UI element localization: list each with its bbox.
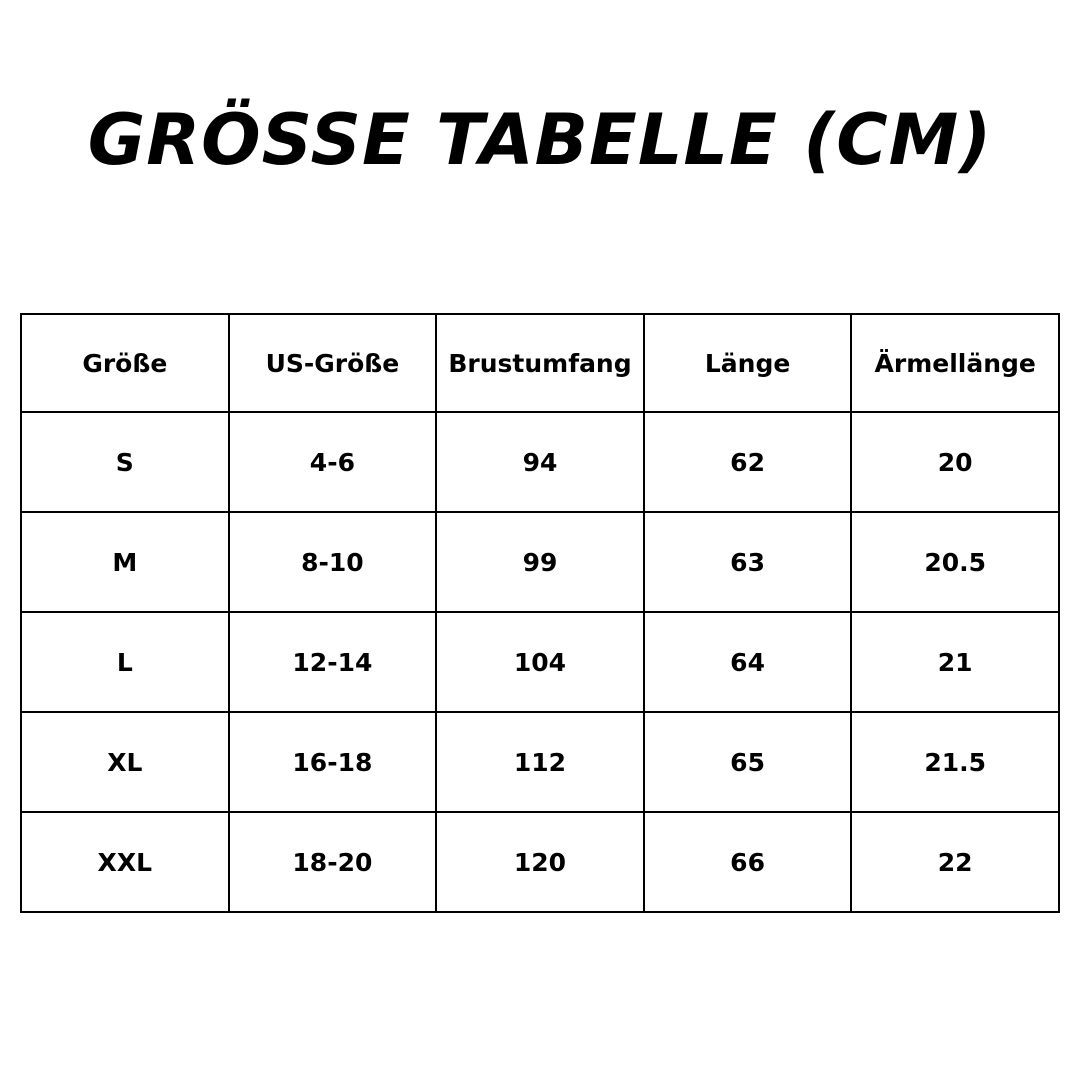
cell-size: L (21, 612, 229, 712)
cell-size: XL (21, 712, 229, 812)
column-header-length: Länge (644, 314, 852, 412)
cell-sleeve-length: 20.5 (851, 512, 1059, 612)
cell-chest: 120 (436, 812, 644, 912)
cell-chest: 112 (436, 712, 644, 812)
page-title: GRÖSSE TABELLE (CM) (87, 99, 993, 181)
table-row (21, 412, 1059, 512)
cell-us-size: 8-10 (229, 512, 437, 612)
cell-us-size: 12-14 (229, 612, 437, 712)
cell-sleeve-length: 21 (851, 612, 1059, 712)
cell-length: 65 (644, 712, 852, 812)
table-row (21, 512, 1059, 612)
column-header-sleeve-length: Ärmellänge (851, 314, 1059, 412)
cell-length: 62 (644, 412, 852, 512)
cell-size: XXL (21, 812, 229, 912)
size-table (20, 313, 1060, 913)
table-row (21, 812, 1059, 912)
cell-us-size: 4-6 (229, 412, 437, 512)
table-row (21, 612, 1059, 712)
cell-chest: 99 (436, 512, 644, 612)
cell-us-size: 16-18 (229, 712, 437, 812)
cell-sleeve-length: 21.5 (851, 712, 1059, 812)
table-header-row (21, 314, 1059, 412)
cell-length: 66 (644, 812, 852, 912)
cell-chest: 94 (436, 412, 644, 512)
column-header-chest: Brustumfang (436, 314, 644, 412)
cell-us-size: 18-20 (229, 812, 437, 912)
cell-size: M (21, 512, 229, 612)
cell-sleeve-length: 22 (851, 812, 1059, 912)
cell-sleeve-length: 20 (851, 412, 1059, 512)
cell-length: 64 (644, 612, 852, 712)
cell-length: 63 (644, 512, 852, 612)
table-row (21, 712, 1059, 812)
column-header-size: Größe (21, 314, 229, 412)
column-header-us-size: US-Größe (229, 314, 437, 412)
cell-chest: 104 (436, 612, 644, 712)
cell-size: S (21, 412, 229, 512)
